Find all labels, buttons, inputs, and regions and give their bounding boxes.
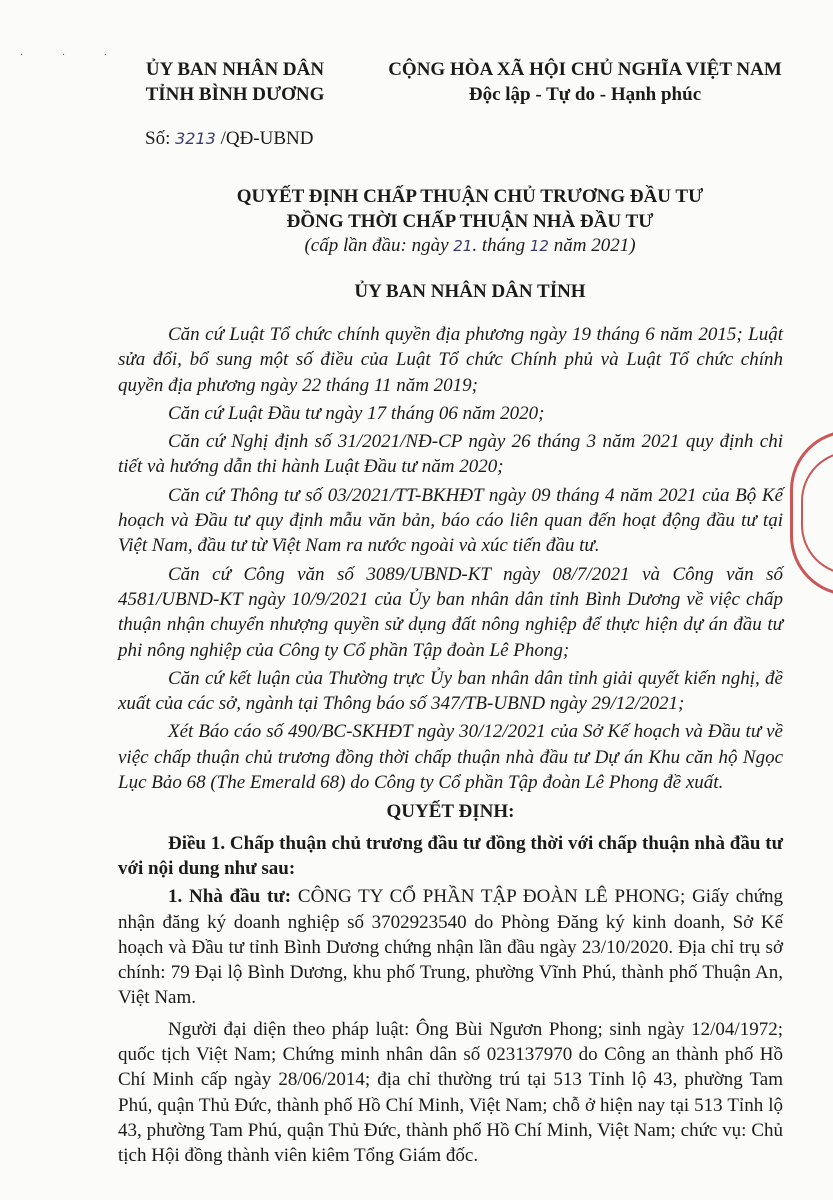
- subtitle-part-a: (cấp lần đầu: ngày: [304, 235, 449, 256]
- subtitle-part-c: năm 2021): [553, 235, 636, 256]
- document-number: [145, 128, 313, 150]
- document-number-handwritten: 3213: [175, 129, 216, 148]
- subtitle-part-b: . tháng: [472, 235, 526, 256]
- decision-heading: QUYẾT ĐỊNH:: [386, 801, 515, 823]
- decision-subtitle: [150, 235, 790, 257]
- document-number-suffix: /QĐ-UBND: [220, 128, 314, 149]
- national-header: [355, 57, 815, 107]
- subtitle-month: 12: [529, 237, 549, 255]
- legal-basis-6: Căn cứ kết luận của Thường trực Ủy ban nhân dân tỉnh giải quyết kiến nghị, đề xuất của các sở, ngành tại Thông báo số 347/TB-UBND ngày 29/12/2021;: [118, 667, 783, 715]
- document-body: [118, 322, 783, 1172]
- legal-basis-1: Căn cứ Luật Tổ chức chính quyền địa phương ngày 19 tháng 6 năm 2015; Luật sửa đổi, bổ sung một số điều của Luật Tổ chức Chính phủ và Luật Tổ chức chính quyền địa phương ngày 22 tháng 11 năm 2019;: [118, 324, 783, 396]
- official-seal-inner-ring: [801, 451, 833, 575]
- scan-specks: · · ·: [20, 50, 125, 61]
- issuing-authority: [135, 57, 335, 107]
- legal-basis-7: Xét Báo cáo số 490/BC-SKHĐT ngày 30/12/2021 của Sở Kế hoạch và Đầu tư về việc chấp thuận chủ trương đồng thời chấp thuận nhà đầu tư Dự án Khu căn hộ Ngọc Lục Bảo 68 (The Emerald 68) do Công ty Cổ phần Tập đoàn Lê Phong đề xuất.: [118, 721, 783, 794]
- authority-line-2: TỈNH BÌNH DƯƠNG: [145, 84, 325, 105]
- article-1-item-1: [118, 884, 783, 1010]
- item-1-label: 1. Nhà đầu tư:: [168, 886, 292, 908]
- authority-line-1: ỦY BAN NHÂN DÂN: [145, 59, 325, 80]
- authority-heading: ỦY BAN NHÂN DÂN TỈNH: [354, 281, 586, 302]
- national-motto: Độc lập - Tự do - Hạnh phúc: [468, 84, 702, 105]
- legal-basis-3: Căn cứ Nghị định số 31/2021/NĐ-CP ngày 26 tháng 3 năm 2021 quy định chi tiết và hướng dẫn thi hành Luật Đầu tư năm 2020;: [118, 431, 783, 478]
- legal-basis-5: Căn cứ Công văn số 3089/UBND-KT ngày 08/7/2021 và Công văn số 4581/UBND-KT ngày 10/9/2021 của Ủy ban nhân dân tỉnh Bình Dương về việc chấp thuận nhận chuyển nhượng quyền sử dụng đất nông nghiệp để thực hiện dự án đầu tư phi nông nghiệp của Công ty Cổ phần Tập đoàn Lê Phong;: [118, 563, 783, 661]
- national-title: CỘNG HÒA XÃ HỘI CHỦ NGHĨA VIỆT NAM: [388, 59, 782, 80]
- decision-title-line-1: QUYẾT ĐỊNH CHẤP THUẬN CHỦ TRƯƠNG ĐẦU TƯ: [236, 186, 704, 207]
- article-1: Điều 1. Chấp thuận chủ trương đầu tư đồng thời với chấp thuận nhà đầu tư với nội dung như sau:: [118, 832, 783, 879]
- legal-basis-4: Căn cứ Thông tư số 03/2021/TT-BKHĐT ngày 09 tháng 4 năm 2021 của Bộ Kế hoạch và Đầu tư quy định mẫu văn bản, báo cáo liên quan đến hoạt động đầu tư tại Việt Nam, đầu tư từ Việt Nam ra nước ngoài và xúc tiến đầu tư.: [118, 484, 783, 557]
- document-number-prefix: Số:: [145, 128, 171, 149]
- official-seal: [790, 430, 833, 596]
- subtitle-day: 21: [453, 237, 473, 255]
- decision-title-line-2: ĐỒNG THỜI CHẤP THUẬN NHÀ ĐẦU TƯ: [286, 211, 654, 232]
- item-1-text: CÔNG TY CỔ PHẦN TẬP ĐOÀN LÊ PHONG; Giấy chứng nhận đăng ký doanh nghiệp số 3702923540 do Phòng Đăng ký kinh doanh, Sở Kế hoạch và Đầu tư tỉnh Bình Dương chứng nhận lần đầu ngày 23/10/2020. Địa chỉ trụ sở chính: 79 Đại lộ Bình Dương, khu phố Trung, phường Vĩnh Phú, thành phố Thuận An, Việt Nam.: [118, 886, 784, 1009]
- legal-representative: Người đại diện theo pháp luật: Ông Bùi Ngươn Phong; sinh ngày 12/04/1972; quốc tịch Việt Nam; Chứng minh nhân dân số 023137970 do Công an thành phố Hồ Chí Minh cấp ngày 28/06/2014; địa chỉ thường trú tại 513 Tỉnh lộ 43, phường Tam Phú, quận Thủ Đức, thành phố Hồ Chí Minh, Việt Nam; chỗ ở hiện nay tại 513 Tỉnh lộ 43, phường Tam Phú, quận Thủ Đức, thành phố Hồ Chí Minh, Việt Nam; chức vụ: Chủ tịch Hội đồng thành viên kiêm Tổng Giám đốc.: [118, 1018, 783, 1167]
- legal-basis-2: Căn cứ Luật Đầu tư ngày 17 tháng 06 năm 2020;: [168, 402, 545, 424]
